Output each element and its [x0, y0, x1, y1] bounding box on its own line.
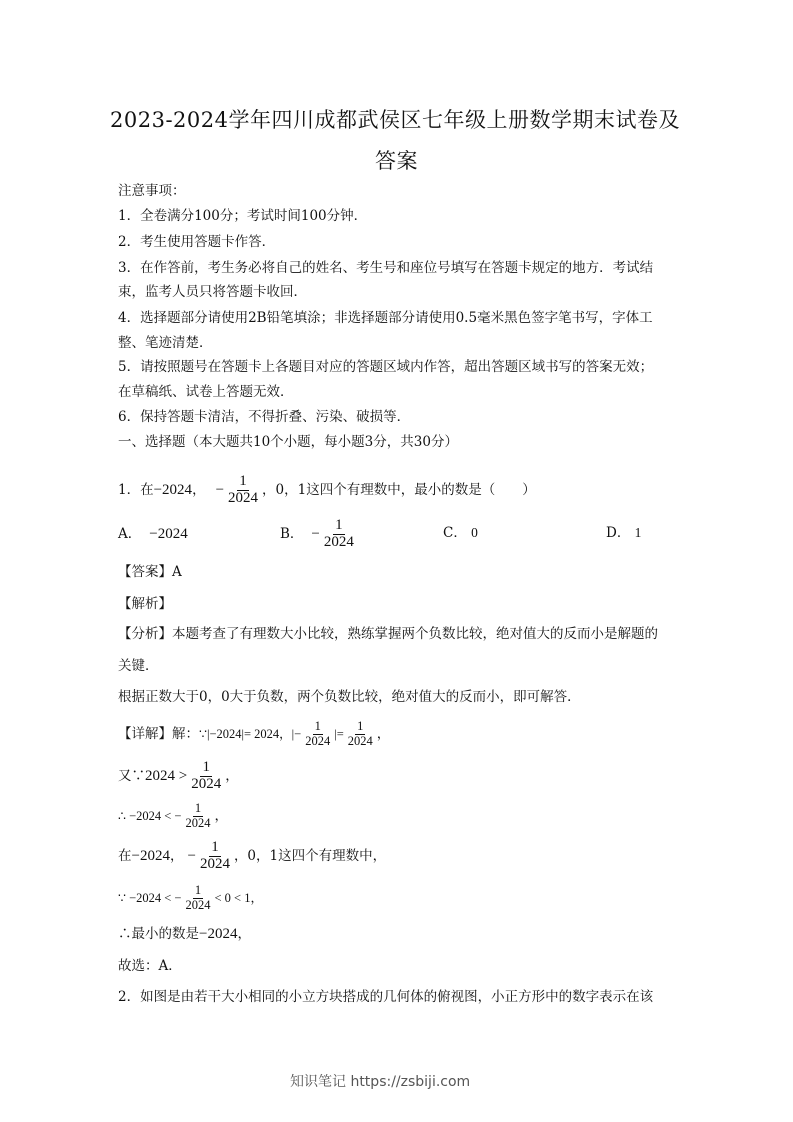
detail-l2-end: ，: [225, 768, 239, 784]
notice-item: 整、笔迹清楚．: [118, 335, 213, 351]
detail-l4-comma: ，: [169, 848, 184, 864]
q1-tail: ，0，1这四个有理数中，最小的数是（ ）: [262, 482, 536, 498]
footer-watermark: 知识笔记 https://zsbiji.com: [290, 1074, 471, 1090]
option-a: [118, 514, 188, 554]
option-a-label: A．: [118, 526, 142, 542]
detail-l4-fraction: [198, 840, 232, 873]
detail-l6-val: −2024: [199, 926, 238, 942]
detail-l3-num: 1: [194, 801, 202, 816]
q1-fraction: [226, 474, 260, 507]
detail-l4-prefix: 在: [118, 848, 132, 864]
detail-l1-fraction-2: [346, 720, 375, 747]
detail-l6-prefix: ∴最小的数是: [118, 926, 199, 942]
option-c-value: 0: [471, 525, 478, 540]
detail-line-6: [118, 925, 251, 943]
detail-l4-n1: −2024: [131, 848, 170, 864]
detail-line-4: [118, 836, 386, 876]
fenxi-line-1: 【分析】本题考查了有理数大小比较，熟练掌握两个负数比较，绝对值大的反而小是解题的: [118, 626, 658, 642]
detail-l4-num: 1: [211, 838, 219, 855]
option-c-label: C．: [443, 525, 467, 541]
notice-item: 3．在作答前，考生务必将自己的姓名、考生号和座位号填写在答题卡规定的地方．考试结: [118, 260, 654, 276]
detail-l1-mid: |=: [334, 727, 344, 741]
detail-l5-den: 2024: [185, 897, 211, 912]
page-title: 2023-2024学年四川成都武侯区七年级上册数学期末试卷及: [110, 108, 680, 132]
detail-l1-fraction: [303, 720, 332, 747]
detail-l5-expr: ∵ −2024 < −: [118, 891, 182, 905]
notice-item: 束，监考人员只将答题卡收回．: [118, 284, 307, 300]
jiexi-heading: 【解析】: [118, 596, 172, 612]
notice-heading: 注意事项：: [118, 183, 186, 199]
option-d: [606, 524, 641, 542]
q1-fraction-num: 1: [239, 472, 247, 489]
detail-l1-end: ，: [376, 726, 391, 742]
q1-neg-sign: −: [215, 482, 225, 498]
detail-l2-num: 1: [202, 758, 210, 775]
detail-l1-den2: 2024: [347, 733, 373, 748]
option-b-den: 2024: [323, 533, 354, 550]
detail-line-2: [118, 756, 239, 796]
detail-abs-expr: ∵|−2024|= 2024，|−: [199, 727, 302, 741]
detail-prefix: 【详解】解：: [118, 726, 199, 742]
q1-fraction-den: 2024: [228, 489, 259, 506]
detail-l4-den: 2024: [199, 855, 230, 872]
detail-l5-num: 1: [194, 883, 202, 898]
detail-l1-den: 2024: [305, 733, 331, 748]
notice-item: 5．请按照题号在答题卡上各题目对应的答题区域内作答，超出答题区域书写的答案无效；: [118, 359, 654, 375]
notice-item: 4．选择题部分请使用2B铅笔填涂；非选择题部分请使用0.5毫米黑色签字笔书写，字体工: [118, 310, 653, 326]
detail-line-3: [118, 798, 228, 834]
detail-l1-num: 1: [314, 719, 321, 734]
detail-l4-tail: ，0，1这四个有理数中，: [233, 848, 387, 864]
detail-l2-prefix: 又∵: [118, 768, 145, 784]
detail-l1-num2: 1: [357, 719, 364, 734]
detail-l3-fraction: [183, 802, 212, 829]
gen-line: 根据正数大于0，0大于负数，两个负数比较，绝对值大的反而小，即可解答．: [118, 689, 581, 705]
option-b-neg: −: [311, 526, 320, 542]
detail-l3-expr: ∴ −2024 < −: [118, 809, 182, 823]
option-b-num: 1: [335, 516, 343, 533]
q1-num-neg2024: −2024: [153, 482, 193, 498]
detail-line-1: [118, 716, 390, 752]
detail-line-7: 故选：A．: [118, 958, 182, 974]
q1-prefix: 1．在: [118, 482, 154, 498]
detail-l4-neg: −: [187, 848, 196, 864]
detail-l5-tail: < 0 < 1，: [214, 891, 263, 905]
detail-line-5: [118, 880, 263, 916]
page-title-line2: 答案: [375, 149, 418, 173]
option-b: [280, 514, 358, 554]
detail-l3-end: ，: [214, 808, 228, 824]
option-c: [443, 524, 478, 542]
option-d-label: D．: [606, 525, 631, 541]
option-b-label: B．: [280, 526, 304, 542]
q1-comma: ，: [192, 482, 206, 498]
option-d-value: 1: [634, 525, 642, 540]
detail-l2-expr: 2024 >: [145, 768, 188, 784]
detail-l2-fraction: [189, 760, 223, 793]
section-heading: 一、选择题（本大题共10个小题，每小题3分，共30分）: [118, 434, 458, 450]
detail-l5-fraction: [183, 884, 212, 911]
notice-item: 2．考生使用答题卡作答．: [118, 234, 276, 250]
option-b-fraction: [322, 518, 356, 551]
notice-item: 在草稿纸、试卷上答题无效．: [118, 384, 294, 400]
fenxi-line-2: 关键．: [118, 658, 159, 674]
detail-l2-den: 2024: [191, 775, 222, 792]
notice-item: 1．全卷满分100分；考试时间100分钟．: [118, 208, 368, 224]
answer-line: 【答案】A: [118, 564, 182, 580]
detail-l3-den: 2024: [185, 815, 211, 830]
question-2: 2．如图是由若干大小相同的小立方块搭成的几何体的俯视图，小正方形中的数字表示在该: [118, 989, 654, 1005]
notice-item: 6．保持答题卡清洁，不得折叠、污染、破损等．: [118, 409, 411, 425]
question-1: [118, 460, 536, 520]
option-a-value: −2024: [149, 526, 188, 542]
detail-l6-end: ，: [237, 926, 251, 942]
